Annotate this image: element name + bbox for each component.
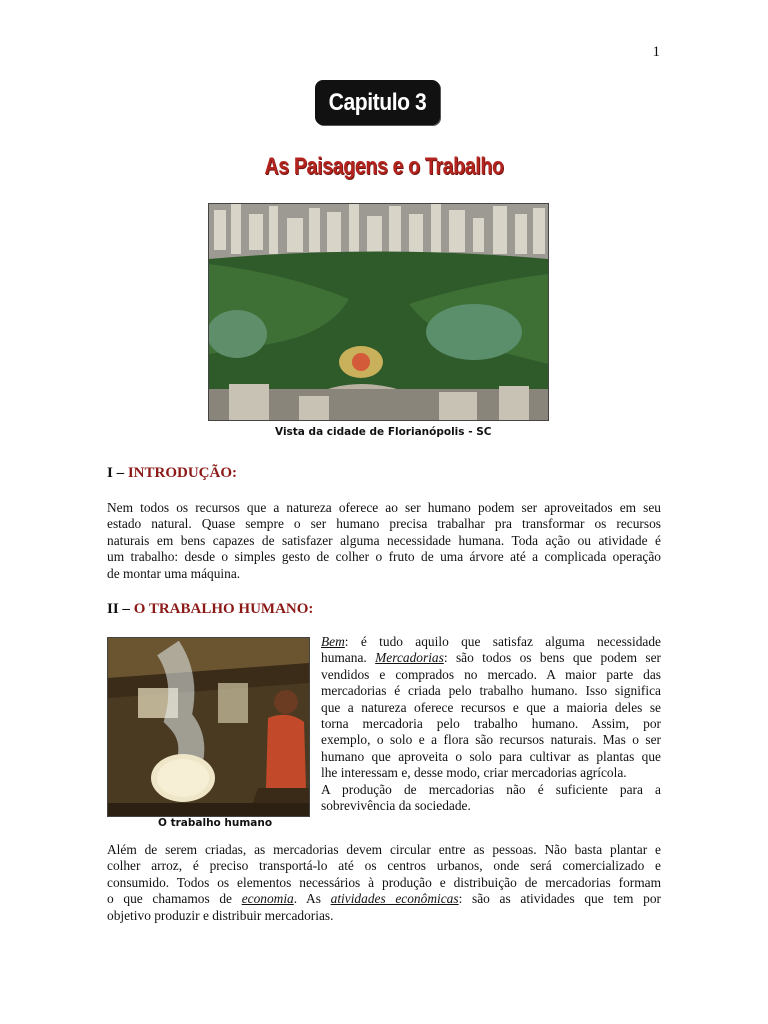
chapter-label: Capitulo 3 [328,88,427,116]
side-line [321,650,661,666]
city-photo-caption: Vista da cidade de Florianópolis - SC [275,426,492,438]
economy-line-text: o que chamamos de [107,891,242,907]
side-line: sobrevivência da sociedade. [321,798,471,814]
side-line: lhe interessam e, desse modo, criar mercadorias agrícola. [321,765,627,781]
side-line [321,634,661,650]
side-line: que a natureza oferece recursos e que a maioria deles se [321,699,661,715]
term-economia: economia [241,891,294,907]
economy-line-text: . As [293,891,331,907]
page-number: 1 [652,44,660,60]
chapter-badge [315,80,440,125]
side-line: vendidos e comprados no mercado. A maior parte das [321,666,661,682]
side-line: A produção de mercadorias não é suficiente para a [321,781,661,797]
economy-line: colher arroz, é preciso transportá-lo até os centros urbanos, onde será comercializado e [107,858,661,874]
economy-line-text: : são as atividades que tem por [458,891,661,907]
intro-line: de montar uma máquina. [107,565,241,581]
intro-line: um trabalho: desde o simples gesto de colher o fruto de uma árvore até a complicada operação [107,549,661,565]
economy-line: objetivo produzir e distribuir mercadorias. [107,907,334,923]
page-title: As Paisagens e o Trabalho [264,153,504,180]
intro-paragraph [107,500,661,582]
human-work-illustration [108,638,309,816]
work-photo-caption: O trabalho humano [158,817,273,829]
term-atividades-economicas: atividades econômicas [330,891,459,907]
side-line: torna mercadoria pelo trabalho humano. Assim, por [321,716,661,732]
human-work-photo [107,637,310,817]
section-work-number: II – [107,601,130,617]
section-work-title: O TRABALHO HUMANO: [133,601,314,617]
term-mercadorias: Mercadorias [375,650,444,666]
section-intro-heading [107,465,237,482]
economy-line: consumido. Todos os elementos necessários à produção e distribuição de mercadorias formam [107,874,661,890]
side-line-text: : são todos os bens que podem ser [443,650,661,666]
section-intro-title: INTRODUÇÃO: [127,465,238,481]
economy-paragraph [107,842,661,924]
city-aerial-illustration [209,204,548,420]
side-line: mercadorias é criada pelo trabalho humano. Isso significa [321,683,661,699]
side-line: exemplo, o solo e a flora são recursos naturais. Mas o ser [321,732,661,748]
section-work-heading [107,601,313,618]
section-intro-number: I – [107,465,125,481]
intro-line: estado natural. Quase sempre o ser humano precisa trabalhar pra transformar os recursos [107,516,661,532]
intro-line: naturais em bens capazes de satisfazer alguma necessidade humana. Toda ação ou atividade é [107,532,661,548]
term-bem: Bem [321,634,345,649]
work-side-paragraph [321,634,661,814]
economy-line: Além de serem criadas, as mercadorias devem circular entre as pessoas. Não basta plantar e [107,842,661,857]
side-line: humano que aproveita o solo para cultivar as plantas que [321,748,661,764]
city-aerial-photo [208,203,549,421]
economy-line [107,891,661,907]
side-line-text: : é tudo aquilo que satisfaz alguma necessidade [344,634,661,649]
intro-line: Nem todos os recursos que a natureza oferece ao ser humano podem ser aproveitados em seu [107,500,661,515]
side-line-text: humana. [321,650,376,666]
